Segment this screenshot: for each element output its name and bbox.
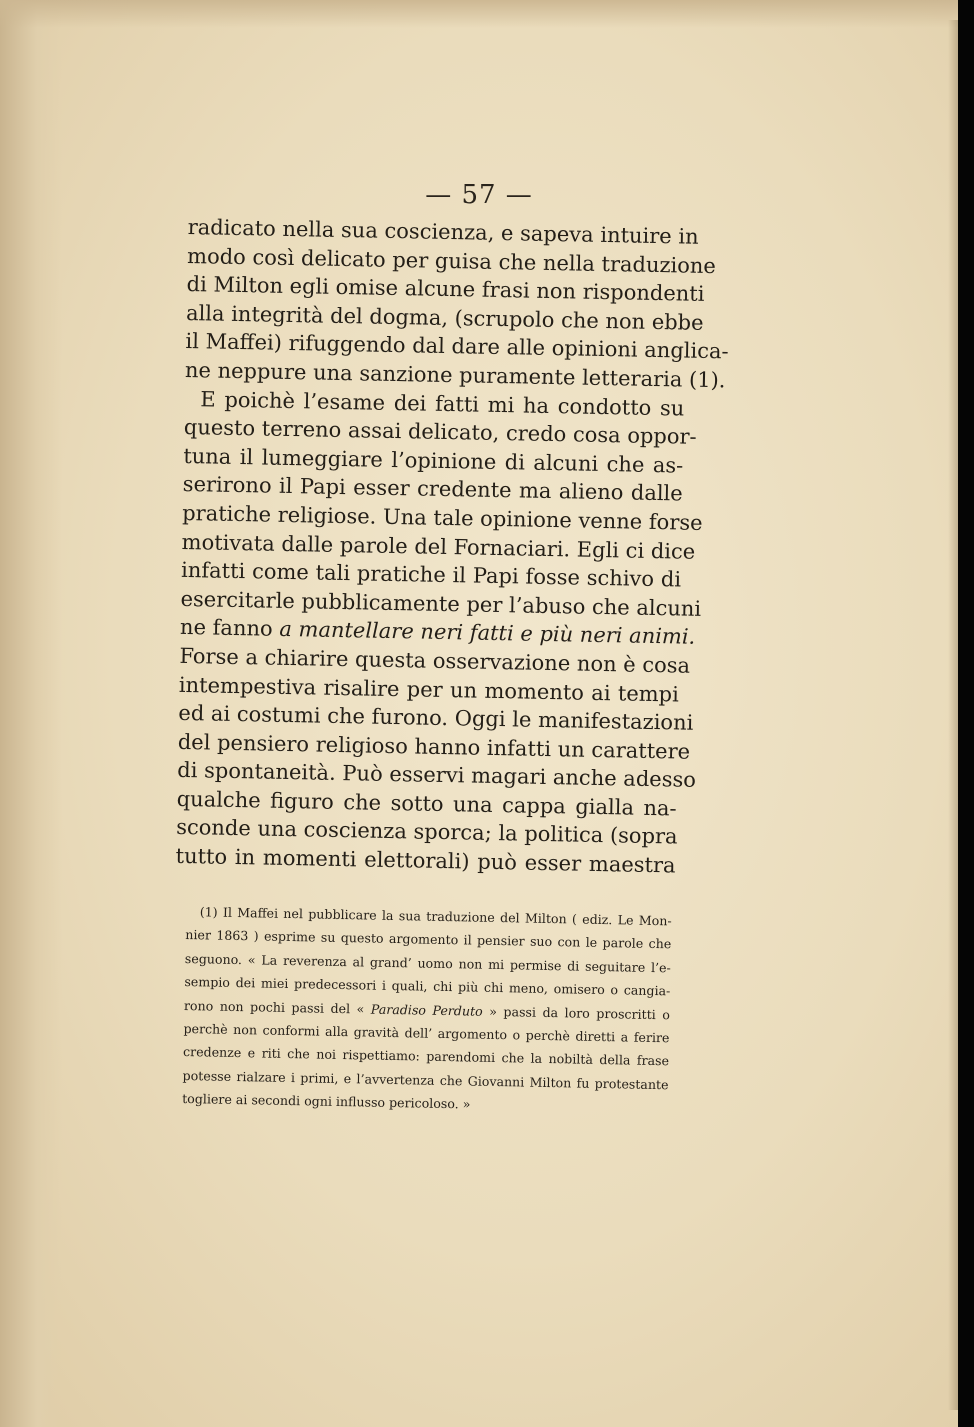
body-line: questo terreno assai delicato, credo cosa oppor-	[183, 415, 697, 449]
body-line: ed ai costumi che furono. Oggi le manifestazioni	[178, 701, 694, 735]
body-line: infatti come tali pratiche il Papi fosse schivo di	[180, 558, 682, 592]
footnote-line: seguono. « La reverenza al grand’ uomo non mi permise di seguitare l’e-	[184, 950, 671, 976]
footnote-line: perchè non conformi alla gravità dell’ argomento o perchè diretti a ferire	[183, 1020, 670, 1046]
footnote-line: sempio dei miei predecessori i quali, chi più chi meno, omisero o cangia-	[184, 974, 671, 999]
body-line: del pensiero religioso hanno infatti un carattere	[177, 729, 691, 764]
footnote-line: nier 1863 ) esprime su questo argomento il pensier suo con le parole che	[185, 927, 672, 952]
page-top-edge	[0, 0, 958, 28]
body-line: alla integrità del dogma, (scrupolo che non ebbe	[185, 300, 704, 335]
footnote-line-text: » passi da loro proscritti o	[482, 1003, 671, 1022]
body-line: ne neppure una sanzione puramente letteraria (1).	[184, 357, 726, 393]
footnote	[182, 900, 672, 1120]
body-line: il Maffei) rifuggendo dal dare alle opinioni anglica-	[185, 329, 729, 364]
body-line: di Milton egli omise alcune frasi non rispondenti	[186, 272, 705, 307]
body-line: serirono il Papi esser credente ma alieno dalle	[182, 472, 683, 506]
page-gutter-shadow	[0, 0, 62, 1427]
footnote-line: potesse rialzare i primi, e l’avvertenza che Giovanni Milton fu protestante	[182, 1067, 669, 1093]
body-line: radicato nella sua coscienza, e sapeva intuire in	[187, 214, 699, 249]
body-line: tuna il lumeggiare l’opinione di alcuni che as-	[183, 443, 684, 478]
body-line: esercitarle pubblicamente per l’abuso che alcuni	[180, 586, 702, 621]
footnote-line: credenze e riti che noi rispettiamo: parendomi che la nobiltà della frase	[182, 1044, 670, 1069]
body-line: di spontaneità. Può esservi magari anche adesso	[177, 758, 697, 793]
footnote-line-text: rono non pochi passi del «	[183, 997, 365, 1017]
body-line: modo così delicato per guisa che nella traduzione	[186, 243, 717, 278]
body-line: tutto in momenti elettorali) può esser maestra	[175, 843, 676, 878]
footnote-italic-title: Paradiso Perduto	[370, 1001, 483, 1019]
body-line: qualche figuro che sotto una cappa gialla na-	[176, 786, 677, 821]
body-line: E poichè l’esame dei fatti mi ha condotto su	[200, 386, 685, 421]
body-line: intempestiva risalire per un momento ai tempi	[178, 672, 680, 707]
page-right-edge	[948, 20, 958, 1410]
body-text	[175, 213, 729, 880]
body-line: Forse a chiarire questa osservazione non è cosa	[179, 643, 691, 678]
footnote-line: (1) Il Maffei nel pubblicare la sua traduzione del Milton ( ediz. Le Mon-	[199, 904, 672, 929]
body-line: pratiche religiose. Una tale opinione venne forse	[182, 500, 703, 535]
body-line: sconde una coscienza sporca; la politica (sopra	[175, 815, 678, 849]
footnote-line: togliere ai secondi ogni influsso pericoloso. »	[182, 1091, 471, 1112]
body-line-text: ne fanno	[179, 615, 273, 642]
page-number: — 57 —	[425, 180, 533, 210]
body-line: motivata dalle parole del Fornaciari. Egli ci dice	[181, 529, 696, 564]
italic-quote: a mantellare neri fatti e più neri animi.	[279, 617, 696, 650]
